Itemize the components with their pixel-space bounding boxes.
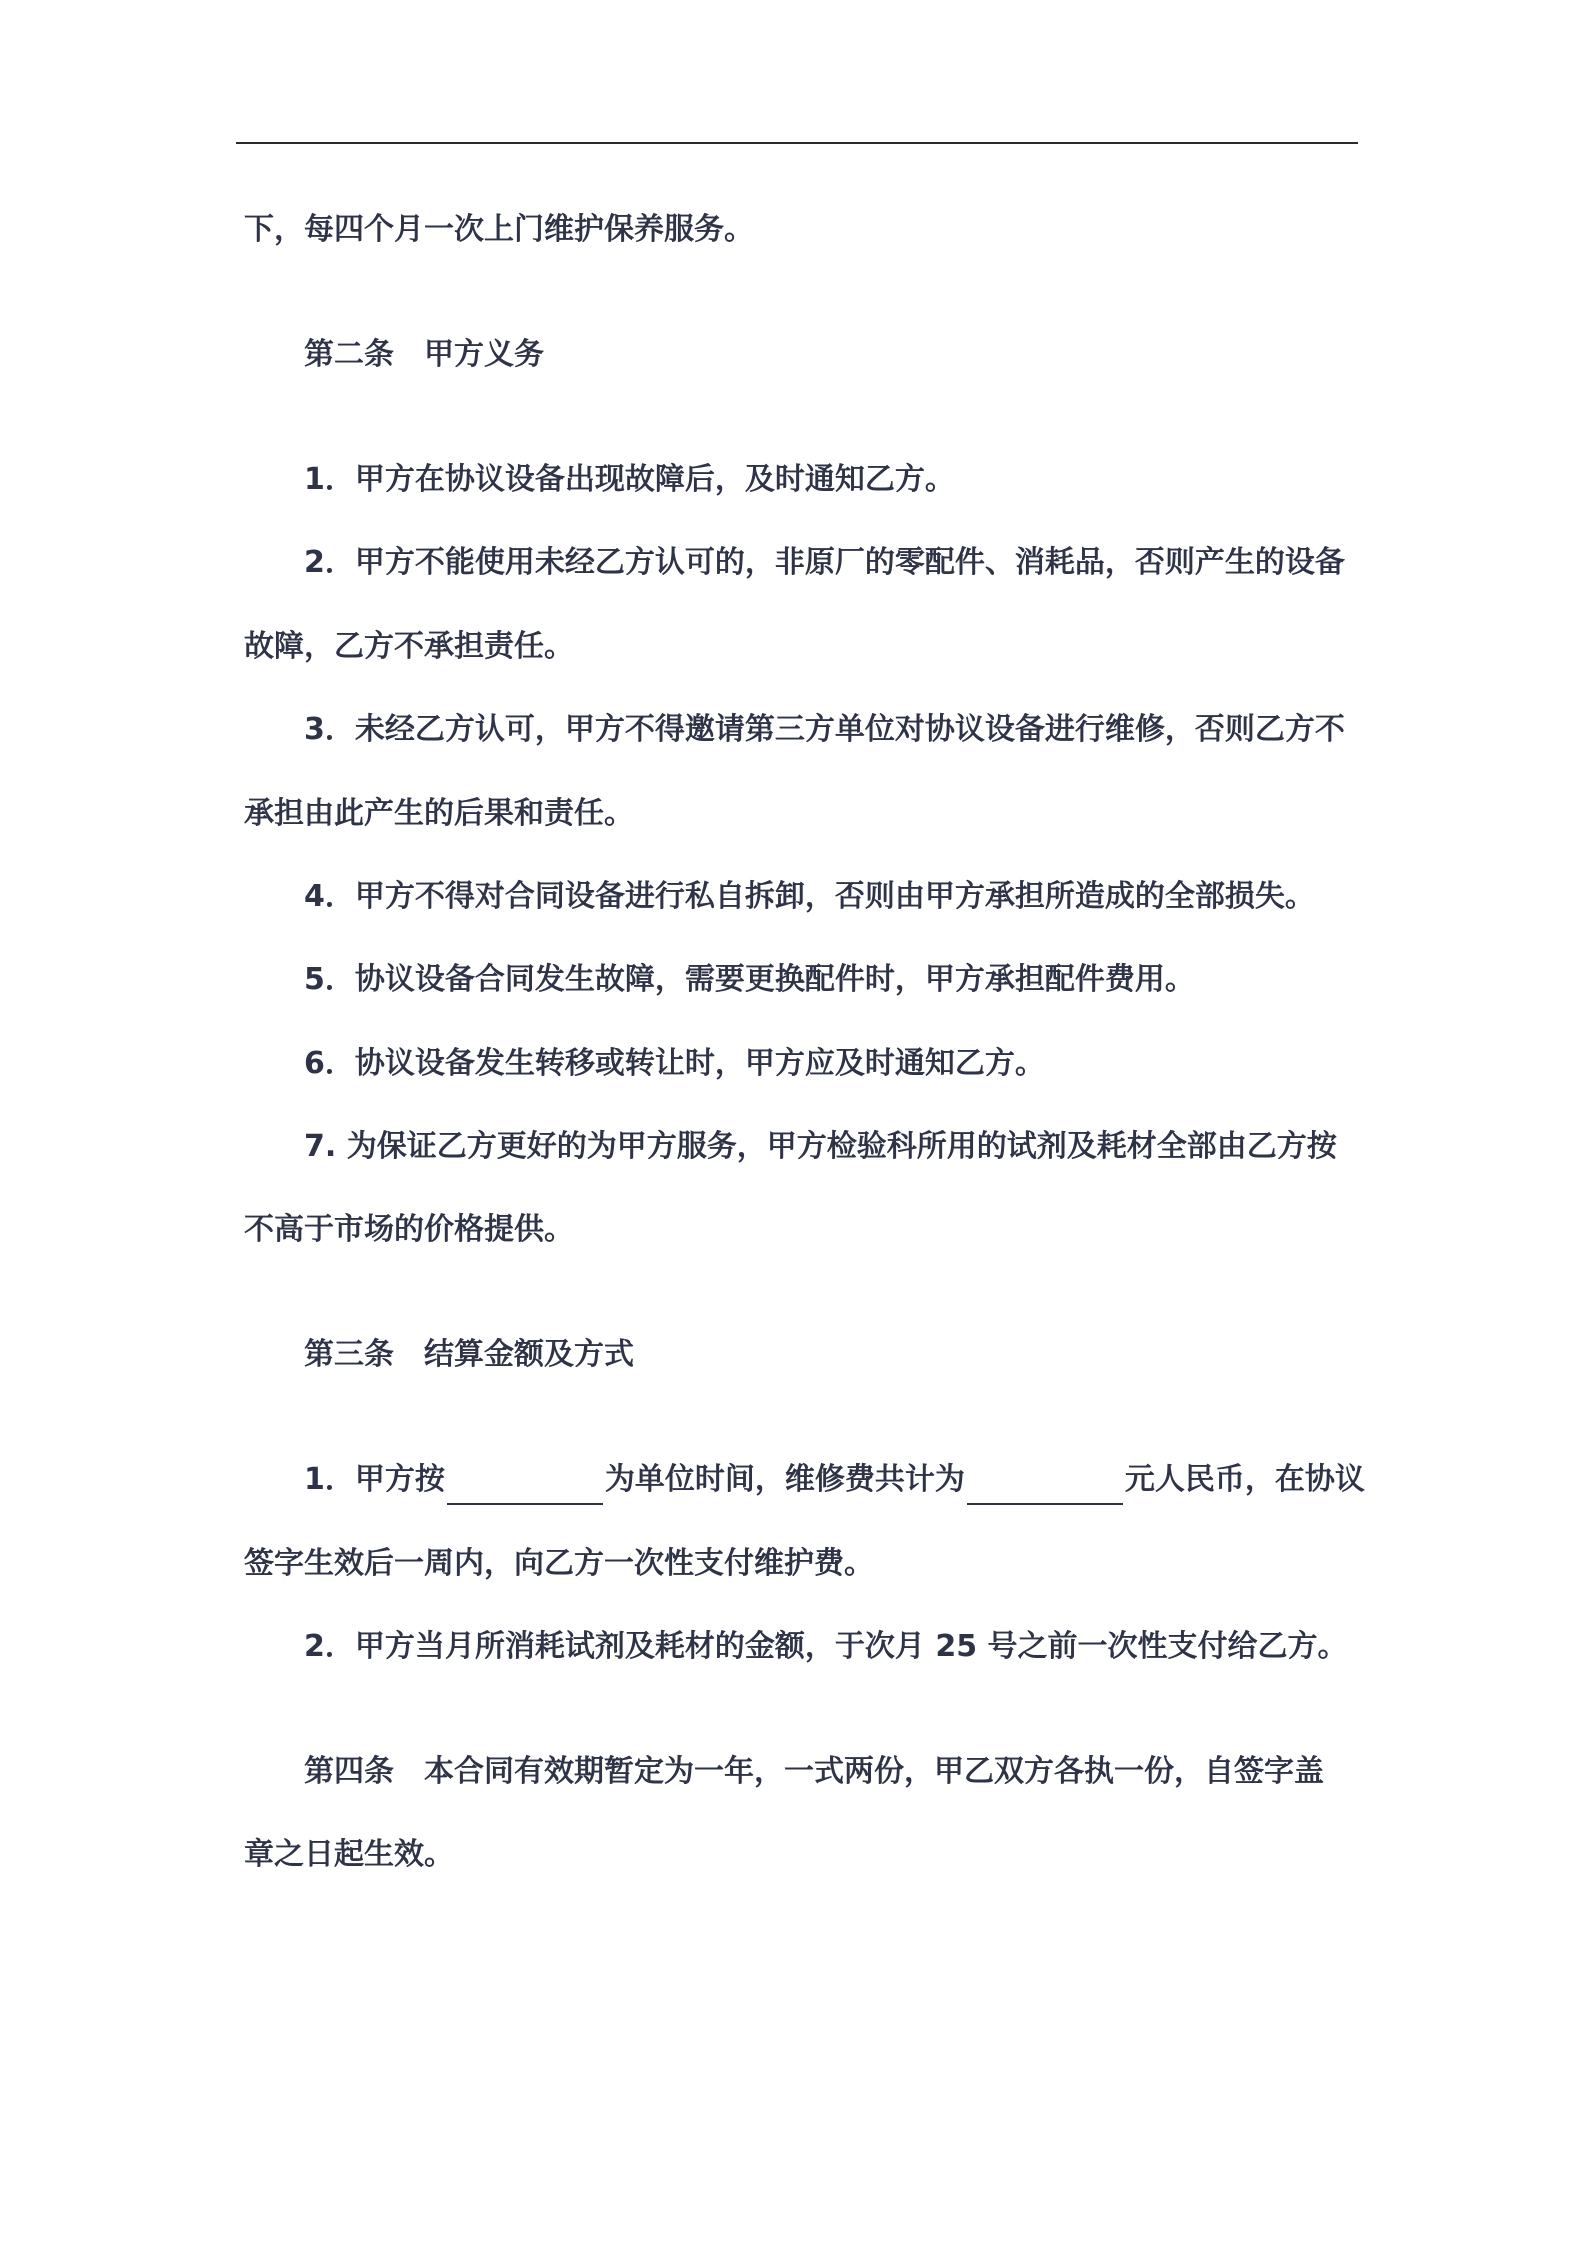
paragraph-line: 签字生效后一周内，向乙方一次性支付维护费。 xyxy=(244,1546,874,1581)
paragraph-line: 5．协议设备合同发生故障，需要更换配件时，甲方承担配件费用。 xyxy=(304,962,1195,997)
paragraph-line: 承担由此产生的后果和责任。 xyxy=(244,796,634,831)
paragraph-line: 故障，乙方不承担责任。 xyxy=(244,629,574,664)
paragraph-line: 不高于市场的价格提供。 xyxy=(244,1212,574,1247)
paragraph-line: 7. 为保证乙方更好的为甲方服务，甲方检验科所用的试剂及耗材全部由乙方按 xyxy=(304,1129,1337,1164)
paragraph-line: 2．甲方当月所消耗试剂及耗材的金额，于次月 25 号之前一次性支付给乙方。 xyxy=(304,1629,1348,1664)
article-3-heading xyxy=(304,1330,1358,1380)
article-title: 结算金额及方式 xyxy=(424,1337,634,1372)
article-4-line xyxy=(304,1747,1358,1797)
article-number: 第四条 xyxy=(304,1754,394,1789)
paragraph-line: 2．甲方不能使用未经乙方认可的，非原厂的零配件、消耗品，否则产生的设备 xyxy=(304,545,1345,580)
paragraph-line: 章之日起生效。 xyxy=(244,1837,454,1872)
text-segment: 1．甲方按 xyxy=(304,1462,445,1497)
article-text: 本合同有效期暂定为一年，一式两份，甲乙双方各执一份，自签字盖 xyxy=(424,1754,1324,1789)
paragraph-line: 4．甲方不得对合同设备进行私自拆卸，否则由甲方承担所造成的全部损失。 xyxy=(304,879,1315,914)
paragraph-line xyxy=(304,1455,1365,1505)
header-rule xyxy=(236,142,1358,144)
paragraph-line: 1．甲方在协议设备出现故障后，及时通知乙方。 xyxy=(304,462,955,497)
text-segment: 为单位时间，维修费共计为 xyxy=(604,1462,965,1497)
article-2-heading xyxy=(304,330,1358,380)
article-number: 第三条 xyxy=(304,1337,394,1372)
text-segment: 元人民币，在协议 xyxy=(1124,1462,1365,1497)
paragraph-line: 3．未经乙方认可，甲方不得邀请第三方单位对协议设备进行维修，否则乙方不 xyxy=(304,712,1345,747)
article-number: 第二条 xyxy=(304,337,394,372)
paragraph-line: 下，每四个月一次上门维护保养服务。 xyxy=(244,212,754,247)
paragraph-line: 6．协议设备发生转移或转让时，甲方应及时通知乙方。 xyxy=(304,1046,1045,1081)
time-unit-blank xyxy=(447,1469,603,1505)
article-title: 甲方义务 xyxy=(424,337,544,372)
amount-blank xyxy=(967,1469,1123,1505)
